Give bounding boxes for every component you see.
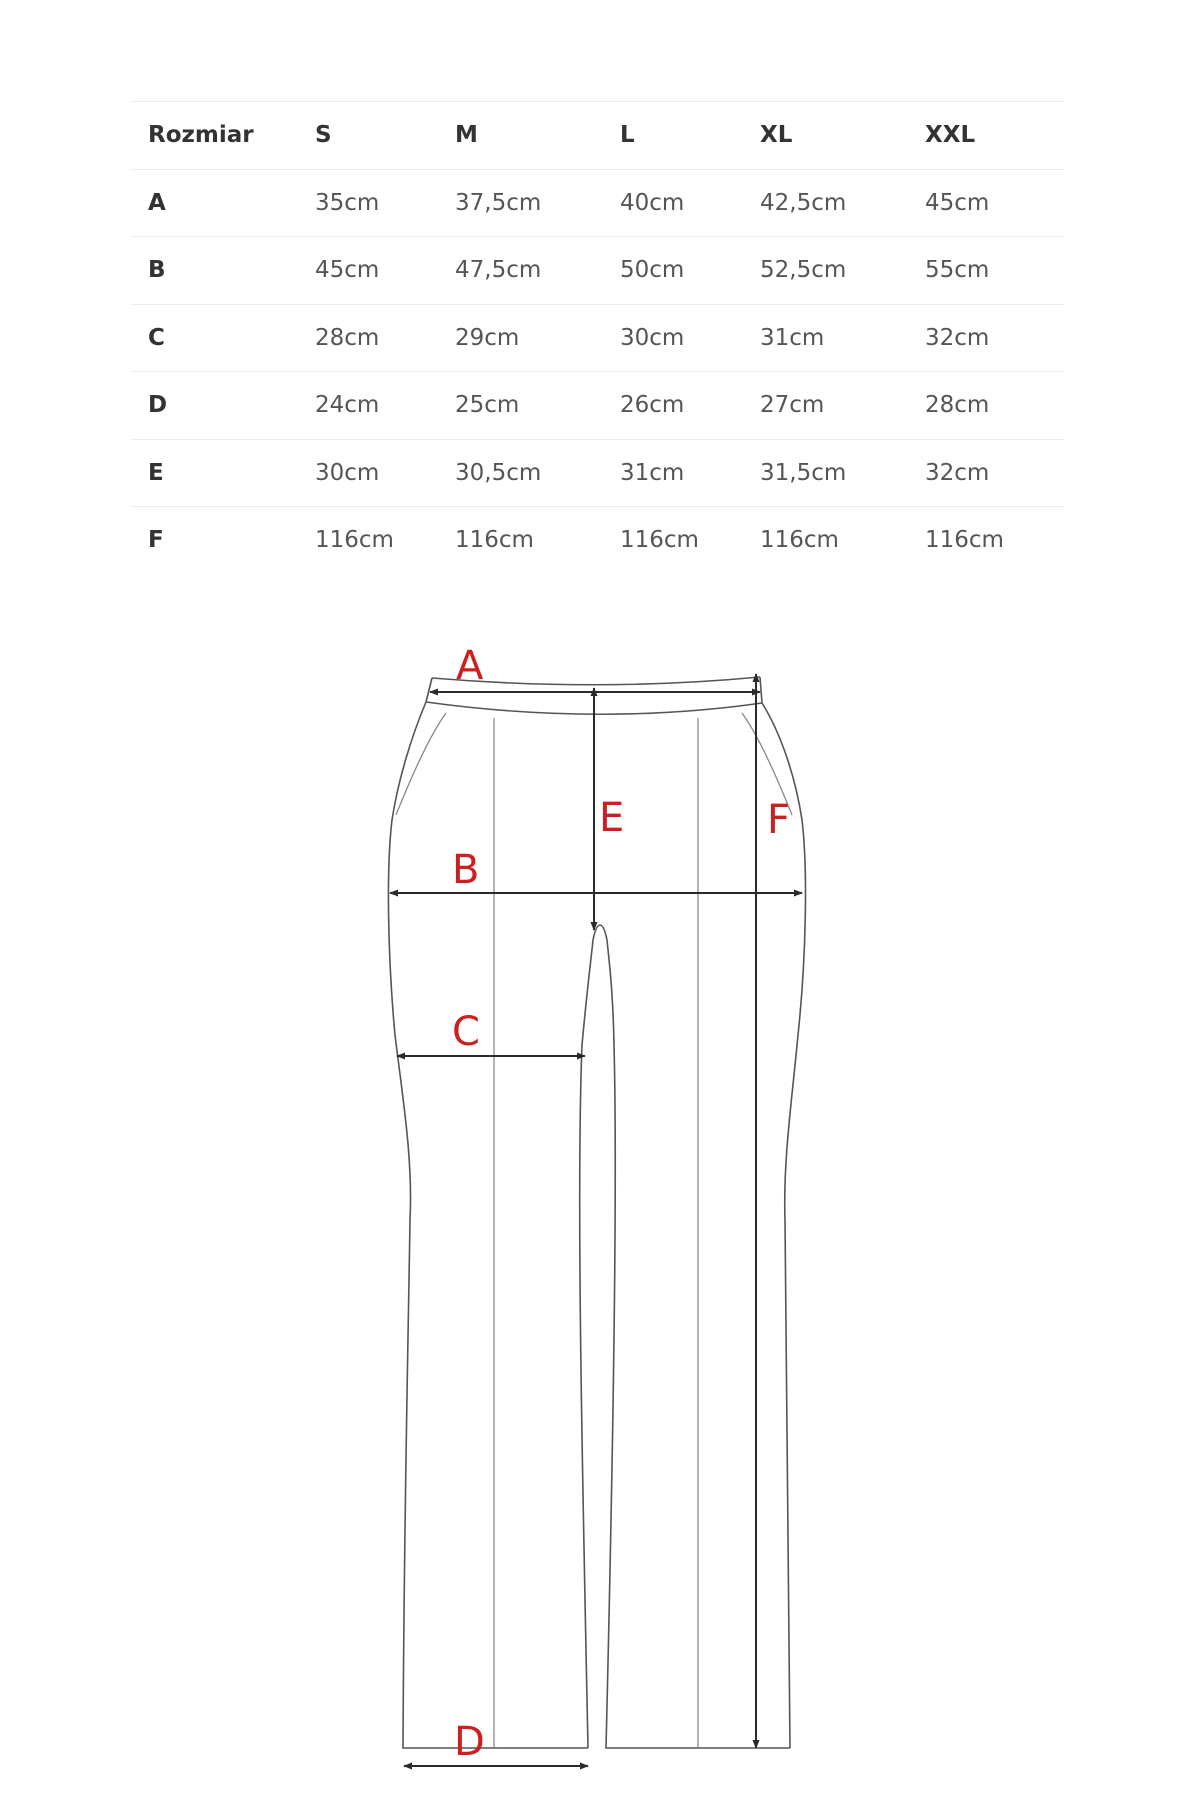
label-d: D (454, 1719, 485, 1765)
table-cell: 55cm (925, 237, 1065, 305)
measurement-lines (390, 674, 802, 1766)
table-cell: 45cm (315, 237, 455, 305)
row-label: C (130, 304, 315, 372)
table-cell: 30cm (620, 304, 760, 372)
header-cell-xxl: XXL (925, 102, 1065, 170)
table-cell: 45cm (925, 169, 1065, 237)
table-cell: 29cm (455, 304, 620, 372)
table-cell: 47,5cm (455, 237, 620, 305)
left-pocket-seam (396, 713, 446, 815)
row-label: B (130, 237, 315, 305)
table-cell: 116cm (620, 527, 699, 554)
label-e: E (599, 795, 625, 841)
table-cell: 50cm (620, 237, 760, 305)
pants-outline (388, 677, 805, 1748)
row-label: A (130, 169, 315, 237)
crotch (593, 925, 607, 940)
table-cell: 28cm (315, 304, 455, 372)
label-a: A (456, 643, 484, 689)
measurement-labels (452, 643, 790, 1765)
table-cell: 30cm (315, 439, 455, 507)
row-label: F (148, 527, 164, 554)
table-cell: 31cm (620, 439, 760, 507)
waistband-right-edge (760, 677, 762, 703)
label-b: B (452, 847, 480, 893)
table-cell: 42,5cm (760, 169, 925, 237)
right-leg-outer (762, 703, 805, 1748)
row-label: E (130, 439, 315, 507)
table-cell: 30,5cm (455, 439, 620, 507)
header-cell-size: Rozmiar (130, 102, 315, 170)
table-cell: 25cm (455, 372, 620, 440)
table-cell: 116cm (315, 527, 394, 554)
table-cell: 27cm (760, 372, 925, 440)
table-cell: 37,5cm (455, 169, 620, 237)
table-cell: 35cm (315, 169, 455, 237)
table-cell: 26cm (620, 372, 760, 440)
row-label: D (130, 372, 315, 440)
table-cell: 24cm (315, 372, 455, 440)
left-leg-outer (388, 702, 588, 1748)
header-cell-m: M (455, 102, 620, 170)
table-cell: 52,5cm (760, 237, 925, 305)
table-cell: 31cm (760, 304, 925, 372)
table-cell: 32cm (925, 304, 1065, 372)
left-leg-inner (580, 940, 593, 1748)
table-cell: 116cm (455, 527, 534, 554)
table-cell: 32cm (925, 439, 1065, 507)
label-c: C (452, 1009, 480, 1055)
table-cell: 40cm (620, 169, 760, 237)
waistband-left-edge (426, 678, 432, 702)
table-cell: 116cm (925, 527, 1004, 554)
label-f: F (767, 797, 791, 843)
header-cell-s: S (315, 102, 455, 170)
header-cell-l: L (620, 102, 760, 170)
header-cell-xl: XL (760, 102, 925, 170)
table-cell: 28cm (925, 372, 1065, 440)
table-cell: 31,5cm (760, 439, 925, 507)
table-cell: 116cm (760, 527, 839, 554)
